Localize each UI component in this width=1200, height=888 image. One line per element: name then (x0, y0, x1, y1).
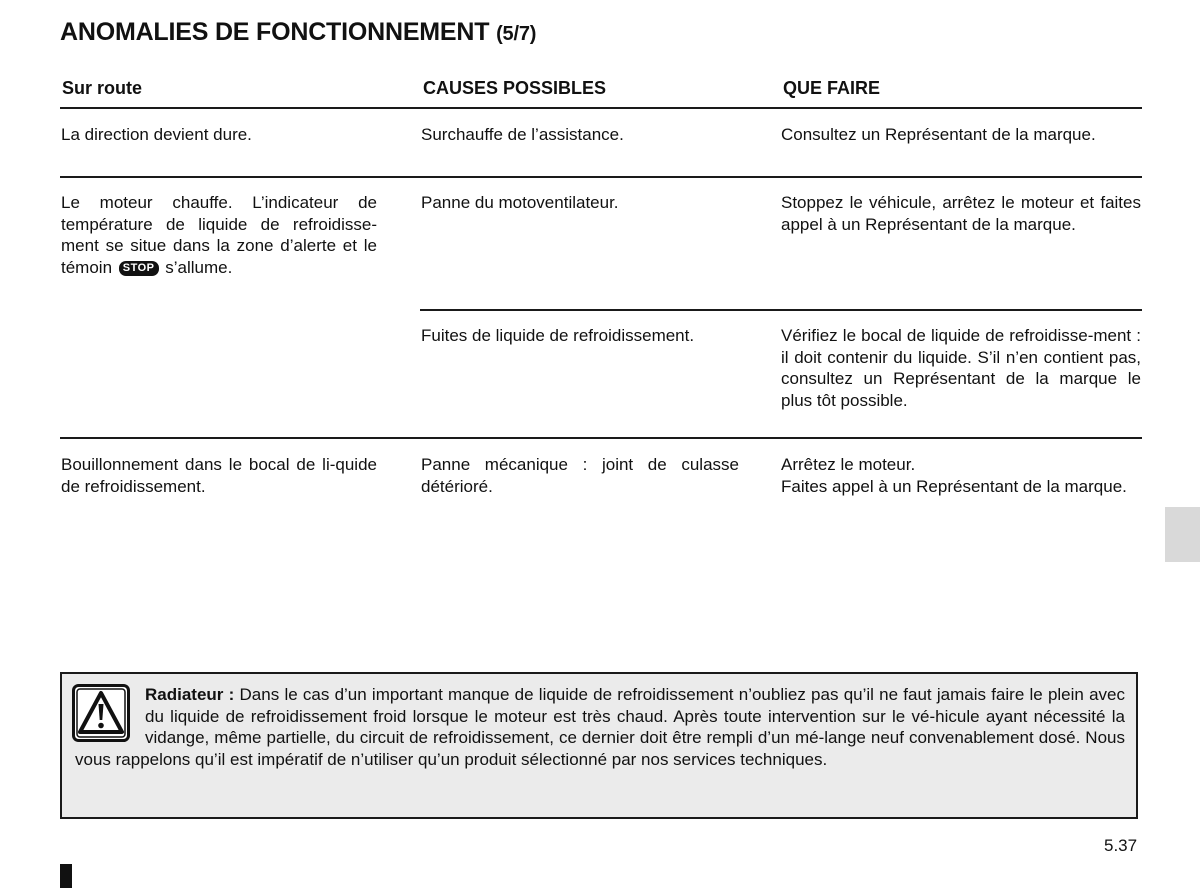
header-sur-route: Sur route (62, 78, 143, 98)
row1-symptom: La direction devient dure. (61, 125, 252, 144)
row2-cause: Panne du motoventilateur. (421, 193, 619, 212)
row2-symptom-end: s’allume. (165, 257, 233, 277)
corner-marker (60, 864, 72, 888)
page-number: 5.37 (1104, 836, 1138, 855)
row2-action: Stoppez le véhicule, arrêtez le moteur et faites appel à un Représentant de la marque. (781, 193, 1141, 234)
row4-action (781, 454, 1141, 497)
header-causes: CAUSES POSSIBLES (423, 78, 607, 98)
row2-symptom-text: Le moteur chauffe. L’indicateur de température de liquide de refroidisse-ment se situe dans la zone d’alerte et le témoin (61, 193, 377, 277)
row4-action-line2: Faites appel à un Représentant de la marque. (781, 476, 1127, 496)
row4-cause: Panne mécanique : joint de culasse détérioré. (421, 455, 739, 496)
page-title (60, 18, 536, 47)
warning-note-text (75, 684, 1125, 770)
title-part: (5/7) (496, 23, 537, 45)
row-divider (60, 437, 1142, 439)
title-main: ANOMALIES DE FONCTIONNEMENT (60, 18, 490, 46)
warning-note (60, 672, 1138, 819)
row1-cause: Surchauffe de l’assistance. (421, 125, 624, 144)
row3-action: Vérifiez le bocal de liquide de refroidisse-ment : il doit contenir du liquide. S’il n’en contient pas, consultez un Représentant de la marque le plus tôt possible. (781, 326, 1141, 410)
row1-action: Consultez un Représentant de la marque. (781, 125, 1096, 144)
row-divider (60, 176, 1142, 178)
header-que-faire: QUE FAIRE (783, 78, 881, 98)
row4-action-line1: Arrêtez le moteur. (781, 455, 916, 474)
header-rule (60, 107, 1142, 109)
row3-cause: Fuites de liquide de refroidissement. (421, 326, 695, 345)
row-divider (420, 309, 1142, 311)
row4-symptom: Bouillonnement dans le bocal de li-quide de refroidissement. (61, 455, 377, 496)
stop-warning-icon: STOP (119, 261, 159, 276)
warning-note-body: Dans le cas d’un important manque de liquide de refroidissement n’oubliez pas qu’il ne faut jamais faire le plein avec du liquide de refroidissement froid lorsque le moteur est très chaud. Après toute intervention sur le vé-hicule ayant nécessité la vidange, même partielle, du circuit de refroidissement, ce dernier doit être rempli d’un mé-lange neuf convenablement dosé. Nous vous rappelons qu’il est impératif de n’utiliser qu’un produit sélectionné par nos services techniques. (75, 685, 1126, 769)
warning-note-label: Radiateur : (145, 685, 235, 704)
chapter-tab (1165, 507, 1200, 562)
row2-symptom (61, 192, 377, 278)
